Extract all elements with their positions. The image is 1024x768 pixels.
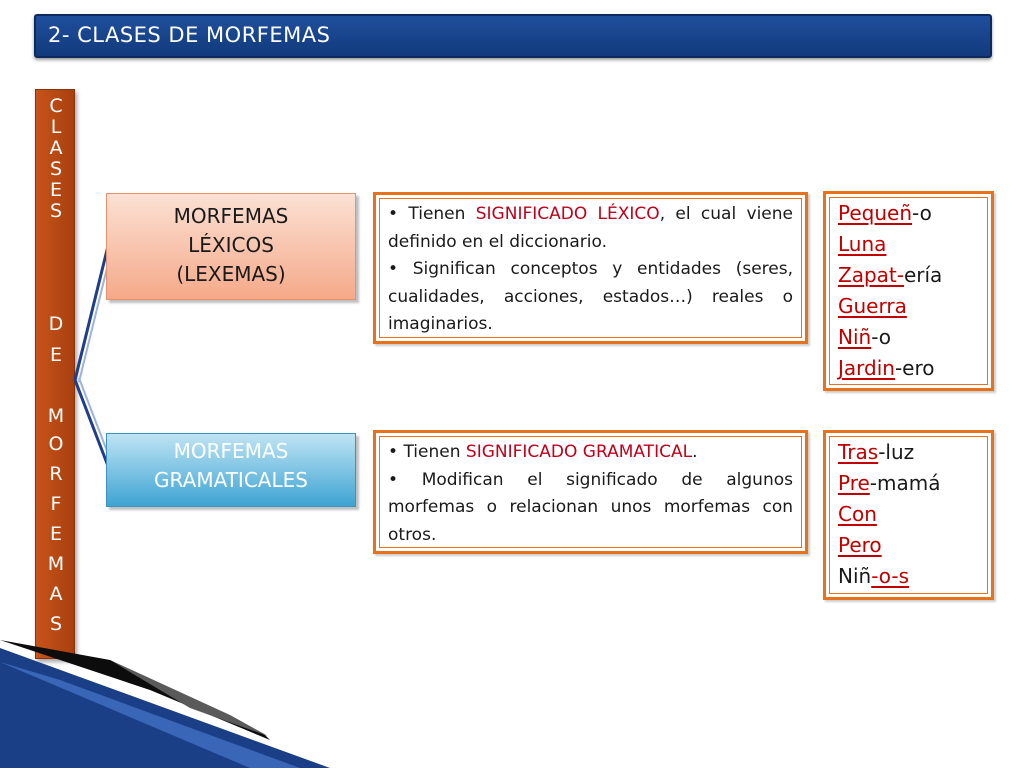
vertical-char: E	[49, 179, 62, 201]
desc-text: Tienen	[403, 442, 466, 462]
desc-text: , el cual viene definido en el diccionario.	[388, 204, 793, 252]
example-item	[838, 229, 991, 260]
vertical-char: M	[47, 405, 65, 427]
example-morpheme: Luna	[838, 232, 887, 256]
lexical-desc-point-1: • Tienen SIGNIFICADO LÉXICO, el cual viene definido en el diccionario.	[388, 204, 793, 252]
vertical-char: E	[49, 523, 62, 545]
example-item	[838, 530, 991, 561]
example-morpheme: Pequeñ	[838, 201, 913, 225]
vertical-char: E	[49, 344, 62, 366]
example-morpheme: -o-s	[871, 564, 910, 588]
grammatical-desc-point-1: • Tienen SIGNIFICADO GRAMATICAL.	[388, 442, 698, 462]
example-rest: -o	[871, 325, 892, 349]
grammatical-title-line: GRAMATICALES	[154, 468, 308, 492]
example-item	[838, 499, 991, 530]
example-item	[838, 353, 991, 384]
example-morpheme: Con	[838, 502, 877, 526]
vertical-char: S	[49, 200, 63, 222]
lexical-title-line: MORFEMAS	[173, 204, 289, 228]
example-morpheme: Zapat-	[838, 263, 904, 287]
example-item	[838, 291, 991, 322]
example-rest: ería	[903, 263, 943, 287]
example-morpheme: Tras	[838, 440, 879, 464]
vertical-char: O	[48, 433, 64, 455]
example-item	[838, 198, 991, 229]
grammatical-title-line: MORFEMAS	[173, 439, 289, 463]
lexical-title-line: (LEXEMAS)	[176, 262, 286, 286]
page-title: 2- CLASES DE MORFEMAS	[48, 23, 331, 47]
example-rest: -luz	[878, 440, 915, 464]
vertical-char: D	[48, 313, 64, 335]
vertical-char: A	[49, 583, 63, 605]
lexical-title-line: LÉXICOS	[188, 233, 274, 257]
example-item	[838, 468, 991, 499]
example-rest: -ero	[894, 356, 935, 380]
vertical-char: L	[50, 116, 62, 138]
example-item	[838, 260, 991, 291]
desc-text: Tienen	[408, 204, 476, 224]
example-item	[838, 322, 991, 353]
grammatical-desc-point-2: • Modifican el significado de algunos morfemas o relacionan unos morfemas con otros.	[388, 469, 793, 545]
grammatical-examples-box	[823, 430, 994, 600]
vertical-char: A	[49, 137, 63, 159]
example-morpheme: Pre	[838, 471, 870, 495]
lexical-desc-point-2: • Significan conceptos y entidades (seres, cualidades, acciones, estados…) reales o imaginarios.	[388, 259, 793, 334]
vertical-char: F	[50, 493, 62, 515]
vertical-char: R	[49, 463, 63, 485]
example-morpheme: Jardin	[838, 356, 895, 380]
example-prefix: Niñ	[838, 564, 872, 588]
example-item	[838, 437, 991, 468]
example-morpheme: Niñ	[838, 325, 872, 349]
desc-text: Modifican el significado de algunos morfemas o relacionan unos morfemas con otros.	[388, 469, 793, 545]
vertical-char: S	[49, 613, 63, 635]
vertical-char: M	[47, 553, 65, 575]
desc-text: .	[692, 442, 698, 462]
grammatical-description-box	[373, 430, 808, 554]
highlight-term: SIGNIFICADO GRAMATICAL	[465, 442, 693, 462]
vertical-char: S	[49, 158, 63, 180]
sidebar-vertical-title	[35, 89, 75, 659]
highlight-term: SIGNIFICADO LÉXICO	[475, 204, 660, 224]
example-morpheme: Guerra	[838, 294, 907, 318]
vertical-char: C	[49, 95, 63, 117]
example-rest: -mamá	[869, 471, 941, 495]
lexical-description-box	[373, 192, 808, 344]
example-morpheme: Pero	[838, 533, 882, 557]
lexical-morphemes-box	[106, 193, 356, 300]
desc-text: Significan conceptos y entidades (seres, cualidades, acciones, estados…) reales o imaginarios.	[388, 259, 793, 334]
lexical-examples-box	[823, 191, 994, 391]
example-item	[838, 561, 991, 592]
header-bar	[34, 14, 992, 58]
grammatical-morphemes-box	[106, 433, 356, 507]
example-rest: -o	[912, 201, 932, 225]
